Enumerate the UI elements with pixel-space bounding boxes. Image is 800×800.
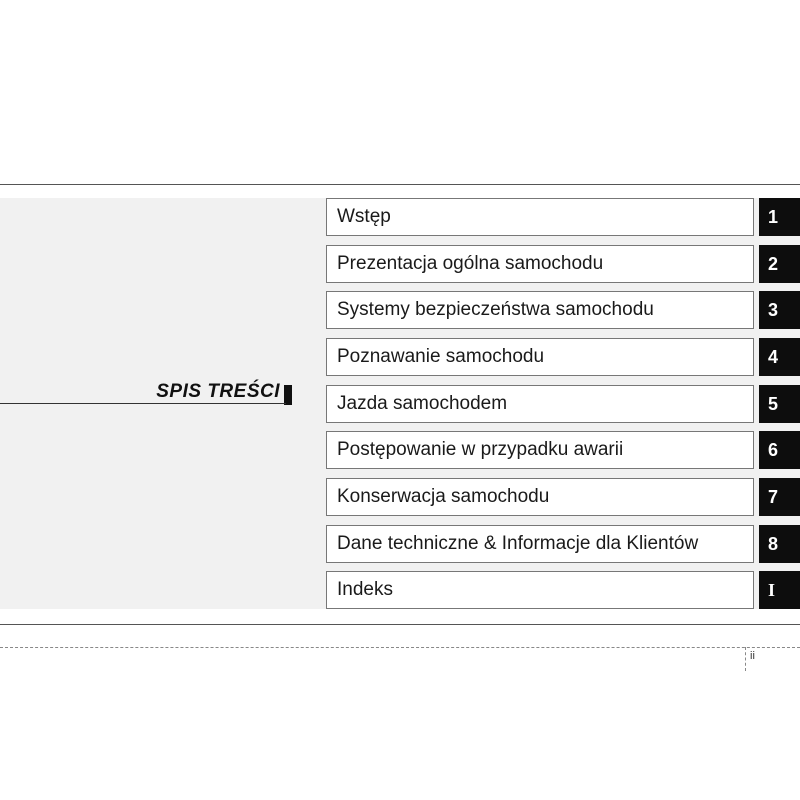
toc-item-label: Systemy bezpieczeństwa samochodu bbox=[337, 299, 654, 320]
toc-item-label: Poznawanie samochodu bbox=[337, 346, 545, 367]
chapter-tab[interactable]: I bbox=[759, 571, 800, 609]
toc-item-label: Wstęp bbox=[337, 206, 391, 227]
toc-item-7[interactable] bbox=[326, 478, 800, 516]
toc-item-8[interactable] bbox=[326, 525, 800, 563]
toc-item-4[interactable] bbox=[326, 338, 800, 376]
toc-item-label: Konserwacja samochodu bbox=[337, 486, 550, 507]
toc-item-5[interactable] bbox=[326, 385, 800, 423]
section-title: SPIS TREŚCI bbox=[156, 381, 280, 402]
toc-item-box bbox=[326, 478, 754, 516]
chapter-tab[interactable]: 2 bbox=[759, 245, 800, 283]
top-rule bbox=[0, 184, 800, 185]
toc-item-label: Dane techniczne & Informacje dla Klientów bbox=[337, 533, 699, 554]
toc-item-box bbox=[326, 431, 754, 469]
page-number-mark bbox=[745, 647, 746, 671]
toc-item-box bbox=[326, 525, 754, 563]
chapter-tab[interactable]: 4 bbox=[759, 338, 800, 376]
toc-item-2[interactable] bbox=[326, 245, 800, 283]
chapter-tab[interactable]: 1 bbox=[759, 198, 800, 236]
title-rule bbox=[0, 403, 286, 404]
toc-item-box bbox=[326, 245, 754, 283]
toc-item-label: Jazda samochodem bbox=[337, 393, 508, 414]
bottom-rule bbox=[0, 624, 800, 625]
toc-item-box bbox=[326, 291, 754, 329]
toc-item-box bbox=[326, 571, 754, 609]
toc-item-box bbox=[326, 338, 754, 376]
toc-item-box bbox=[326, 198, 754, 236]
toc-item-label: Postępowanie w przypadku awarii bbox=[337, 439, 624, 460]
toc-item-label: Prezentacja ogólna samochodu bbox=[337, 253, 604, 274]
toc-item-6[interactable] bbox=[326, 431, 800, 469]
dashed-rule bbox=[0, 647, 800, 648]
toc-item-3[interactable] bbox=[326, 291, 800, 329]
chapter-tab[interactable]: 6 bbox=[759, 431, 800, 469]
page-number: ii bbox=[750, 650, 755, 662]
chapter-tab[interactable]: 5 bbox=[759, 385, 800, 423]
chapter-tab[interactable]: 8 bbox=[759, 525, 800, 563]
title-marker bbox=[284, 385, 292, 405]
toc-item-1[interactable] bbox=[326, 198, 800, 236]
toc-item-index[interactable] bbox=[326, 571, 800, 609]
chapter-tab[interactable]: 7 bbox=[759, 478, 800, 516]
chapter-tab[interactable]: 3 bbox=[759, 291, 800, 329]
toc-item-label: Indeks bbox=[337, 579, 393, 600]
toc-item-box bbox=[326, 385, 754, 423]
